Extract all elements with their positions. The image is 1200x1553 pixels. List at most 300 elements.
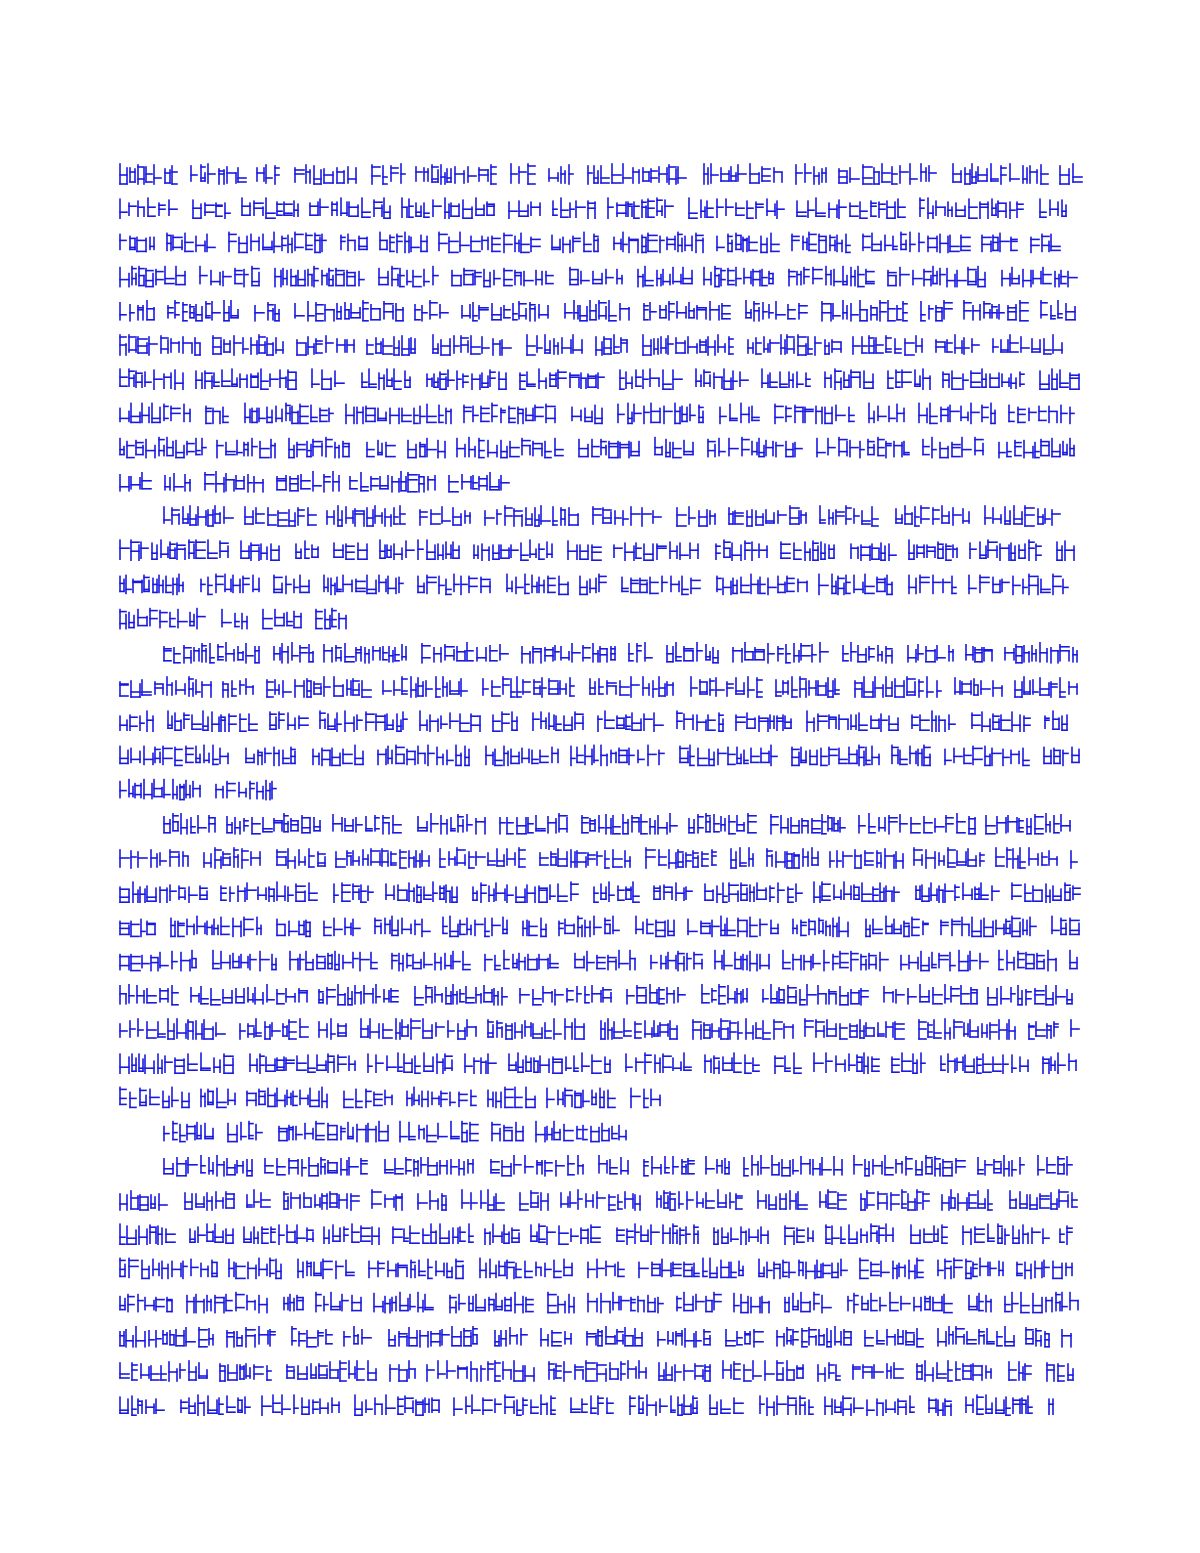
glyph-word	[319, 1019, 346, 1039]
glyph-word	[999, 951, 1056, 971]
glyph-word	[636, 916, 674, 936]
glyph-word	[943, 369, 1024, 389]
glyph-word	[762, 369, 810, 387]
glyph-word	[443, 916, 507, 936]
glyph-word	[746, 301, 807, 321]
glyph-word	[263, 610, 301, 629]
glyph-word	[245, 507, 316, 526]
glyph-word	[408, 439, 445, 458]
text-line	[120, 574, 1068, 594]
paragraph	[164, 1122, 626, 1142]
glyph-word	[614, 232, 703, 252]
glyph-word	[480, 1258, 572, 1278]
glyph-word	[284, 1295, 303, 1311]
glyph-word	[942, 1190, 992, 1210]
glyph-word	[488, 1087, 535, 1107]
glyph-word	[843, 643, 892, 663]
glyph-word	[433, 335, 511, 355]
glyph-word	[588, 1259, 624, 1277]
glyph-word	[988, 986, 1072, 1005]
glyph-word	[733, 643, 828, 663]
glyph-word	[527, 335, 582, 355]
glyph-word	[120, 1224, 175, 1244]
glyph-word	[986, 814, 1070, 834]
glyph-word	[520, 369, 604, 389]
glyph-word	[1044, 747, 1079, 765]
glyph-word	[919, 403, 995, 423]
glyph-word	[191, 985, 307, 1005]
glyph-word	[540, 849, 630, 868]
glyph-word	[120, 473, 151, 491]
glyph-word	[369, 1259, 463, 1278]
glyph-word	[292, 1327, 332, 1347]
glyph-word	[120, 574, 183, 594]
glyph-word	[324, 1224, 379, 1244]
text-line	[164, 1122, 626, 1142]
glyph-word	[571, 1396, 613, 1414]
glyph-word	[744, 1156, 842, 1176]
text-line	[120, 1361, 1073, 1381]
glyph-word	[244, 1225, 313, 1244]
glyph-word	[689, 814, 756, 834]
glyph-word	[596, 335, 627, 355]
text-line	[120, 609, 346, 629]
glyph-word	[334, 543, 367, 559]
text-line	[120, 403, 1074, 423]
glyph-word	[120, 609, 205, 629]
glyph-word	[1043, 1053, 1076, 1073]
glyph-word	[185, 1192, 234, 1210]
glyph-word	[296, 541, 318, 558]
glyph-word	[617, 1224, 698, 1244]
glyph-word	[629, 643, 652, 662]
text-line	[120, 232, 1060, 252]
glyph-word	[789, 267, 874, 287]
paragraph	[120, 643, 1079, 800]
glyph-word	[465, 1054, 496, 1073]
glyph-word	[520, 1191, 548, 1210]
glyph-word	[416, 165, 496, 184]
glyph-word	[1017, 1260, 1072, 1278]
glyph-word	[892, 745, 930, 765]
glyph-word	[120, 1361, 207, 1381]
glyph-word	[938, 1327, 1014, 1346]
glyph-word	[767, 848, 818, 868]
glyph-word	[120, 951, 196, 971]
text-line	[120, 164, 1082, 184]
glyph-word	[250, 1054, 355, 1073]
glyph-word	[120, 1019, 225, 1039]
glyph-word	[120, 1396, 164, 1415]
glyph-word	[462, 302, 548, 321]
text-line	[120, 267, 1077, 287]
glyph-word	[1070, 951, 1077, 969]
glyph-word	[941, 1054, 1028, 1073]
glyph-word	[909, 540, 957, 560]
glyph-word	[120, 369, 183, 389]
glyph-word	[491, 1156, 583, 1176]
glyph-word	[120, 1053, 233, 1073]
glyph-word	[565, 301, 629, 321]
glyph-word	[658, 1329, 710, 1347]
glyph-word	[657, 1190, 742, 1210]
glyph-word	[275, 267, 364, 287]
glyph-word	[204, 848, 260, 868]
glyph-word	[626, 1053, 691, 1073]
glyph-word	[474, 540, 552, 560]
glyph-word	[334, 883, 373, 902]
glyph-word	[427, 1361, 534, 1381]
glyph-word	[120, 780, 200, 800]
glyph-word	[547, 1088, 615, 1107]
glyph-word	[120, 540, 228, 560]
glyph-word	[1005, 643, 1077, 663]
glyph-word	[644, 1157, 694, 1176]
glyph-word	[1057, 541, 1074, 560]
glyph-word	[587, 1327, 642, 1346]
glyph-word	[120, 234, 154, 251]
glyph-word	[775, 404, 854, 423]
glyph-word	[390, 1361, 415, 1381]
glyph-word	[229, 232, 326, 252]
glyph-word	[298, 1259, 354, 1278]
glyph-word	[439, 232, 540, 252]
glyph-word	[1047, 1363, 1073, 1381]
glyph-word	[327, 506, 405, 526]
glyph-word	[420, 507, 470, 525]
text-line	[164, 506, 1060, 526]
glyph-word	[704, 164, 782, 184]
glyph-word	[492, 1123, 523, 1141]
glyph-word	[220, 1364, 271, 1381]
glyph-word	[571, 745, 664, 765]
glyph-word	[168, 301, 238, 321]
glyph-word	[631, 1088, 660, 1107]
glyph-word	[1026, 1328, 1049, 1347]
glyph-word	[274, 643, 313, 663]
glyph-word	[630, 1395, 697, 1415]
glyph-word	[638, 267, 692, 287]
glyph-word	[488, 1019, 584, 1039]
glyph-word	[723, 1361, 803, 1381]
text-line	[120, 677, 1077, 697]
glyph-word	[120, 711, 153, 731]
glyph-word	[785, 1226, 813, 1244]
glyph-word	[1009, 405, 1074, 423]
paragraph	[120, 506, 1074, 629]
glyph-word	[375, 916, 430, 936]
text-line	[120, 1190, 1077, 1210]
text-line	[120, 1087, 660, 1107]
glyph-word	[866, 916, 928, 936]
glyph-word	[667, 643, 718, 663]
glyph-word	[483, 677, 574, 697]
glyph-word	[427, 370, 506, 389]
glyph-word	[748, 335, 841, 355]
glyph-word	[120, 745, 228, 765]
glyph-word	[379, 267, 438, 287]
glyph-word	[814, 882, 899, 902]
glyph-word	[614, 542, 698, 560]
glyph-word	[859, 814, 975, 834]
text-line	[120, 540, 1074, 560]
glyph-word	[120, 677, 211, 697]
glyph-word	[164, 814, 215, 834]
glyph-word	[805, 1019, 904, 1039]
text-line	[120, 848, 1077, 868]
glyph-word	[966, 1395, 1032, 1415]
glyph-word	[255, 303, 279, 321]
glyph-word	[385, 1158, 473, 1176]
glyph-word	[164, 1156, 252, 1176]
glyph-word	[372, 164, 405, 184]
glyph-word	[316, 609, 346, 629]
glyph-word	[593, 507, 661, 526]
glyph-word	[289, 438, 349, 458]
glyph-word	[807, 711, 898, 731]
glyph-word	[374, 1293, 433, 1313]
glyph-word	[969, 574, 1068, 594]
glyph-word	[120, 1295, 172, 1312]
glyph-word	[380, 540, 459, 559]
glyph-word	[509, 1053, 610, 1073]
glyph-word	[736, 713, 791, 731]
glyph-word	[622, 576, 700, 594]
glyph-word	[708, 438, 802, 457]
glyph-word	[290, 952, 377, 971]
glyph-word	[644, 302, 730, 320]
glyph-word	[265, 1158, 367, 1176]
glyph-word	[549, 165, 573, 184]
glyph-word	[191, 164, 246, 184]
glyph-word	[120, 267, 185, 287]
glyph-word	[923, 438, 983, 458]
glyph-word	[677, 507, 715, 526]
glyph-word	[386, 882, 457, 902]
glyph-word	[240, 1019, 308, 1039]
glyph-word	[820, 506, 878, 526]
glyph-word	[344, 1327, 371, 1346]
glyph-word	[205, 472, 263, 492]
glyph-word	[164, 1122, 213, 1142]
text-line	[120, 335, 1062, 355]
glyph-word	[485, 951, 558, 971]
glyph-word	[541, 1329, 571, 1346]
glyph-word	[213, 335, 283, 355]
glyph-word	[267, 677, 371, 697]
glyph-word	[422, 643, 508, 663]
glyph-word	[171, 916, 261, 936]
paragraph	[120, 1156, 1078, 1415]
glyph-word	[418, 574, 490, 594]
glyph-word	[869, 403, 904, 422]
glyph-word	[120, 438, 206, 458]
glyph-word	[242, 198, 298, 218]
glyph-word	[393, 1224, 473, 1243]
glyph-word	[536, 1122, 626, 1142]
glyph-word	[1071, 1020, 1079, 1036]
glyph-word	[277, 472, 339, 492]
glyph-word	[579, 440, 639, 458]
glyph-word	[1002, 268, 1077, 287]
glyph-word	[680, 745, 777, 765]
glyph-word	[380, 232, 427, 252]
glyph-word	[378, 745, 469, 765]
text-line	[120, 1258, 1072, 1278]
glyph-word	[201, 574, 259, 594]
glyph-word	[229, 1258, 281, 1278]
glyph-word	[818, 1363, 840, 1381]
glyph-word	[120, 164, 177, 184]
glyph-word	[245, 403, 333, 423]
glyph-word	[420, 711, 480, 731]
glyph-word	[775, 1053, 801, 1073]
glyph-word	[486, 746, 558, 765]
glyph-word	[726, 1330, 763, 1347]
glyph-word	[400, 1122, 478, 1142]
glyph-word	[553, 198, 595, 218]
glyph-word	[415, 985, 507, 1005]
glyph-word	[284, 1192, 359, 1210]
glyph-word	[620, 369, 682, 389]
text-line	[120, 745, 1079, 765]
glyph-word	[1005, 1293, 1078, 1313]
glyph-word	[120, 882, 207, 902]
glyph-word	[200, 267, 259, 287]
glyph-word	[246, 747, 295, 765]
glyph-word	[970, 540, 1041, 560]
glyph-word	[720, 403, 759, 423]
glyph-word	[407, 1087, 476, 1106]
glyph-word	[193, 200, 230, 218]
glyph-word	[1015, 677, 1077, 697]
paragraph	[120, 164, 1082, 492]
glyph-word	[270, 712, 308, 729]
text-line	[120, 711, 1067, 731]
glyph-word	[643, 335, 733, 355]
glyph-word	[344, 1089, 392, 1107]
text-line	[120, 369, 1079, 389]
glyph-word	[594, 882, 639, 902]
glyph-word	[817, 438, 909, 458]
glyph-word	[848, 1293, 952, 1313]
glyph-word	[851, 543, 896, 560]
glyph-word	[1029, 1022, 1058, 1039]
glyph-word	[495, 1328, 527, 1346]
glyph-word	[485, 506, 578, 526]
glyph-word	[559, 916, 619, 936]
glyph-word	[367, 336, 415, 355]
glyph-word	[689, 198, 784, 218]
glyph-word	[853, 336, 922, 355]
glyph-word	[651, 952, 702, 971]
glyph-word	[914, 848, 984, 868]
glyph-word	[355, 1395, 439, 1415]
glyph-word	[963, 1224, 1049, 1244]
glyph-word	[533, 712, 583, 730]
glyph-word	[418, 1191, 446, 1210]
glyph-word	[201, 1088, 235, 1107]
glyph-word	[814, 1053, 879, 1073]
glyph-word	[793, 917, 848, 936]
glyph-word	[763, 985, 868, 1005]
glyph-word	[277, 849, 325, 868]
glyph-word	[367, 441, 395, 457]
text-line	[120, 1327, 1071, 1347]
glyph-word	[916, 883, 999, 902]
glyph-word	[599, 1156, 628, 1174]
glyph-word	[320, 711, 407, 731]
glyph-word	[319, 985, 398, 1005]
glyph-word	[863, 232, 970, 252]
glyph-word	[277, 919, 310, 936]
glyph-word	[921, 301, 952, 321]
glyph-word	[901, 951, 988, 971]
glyph-word	[120, 403, 190, 422]
glyph-word	[688, 916, 778, 936]
glyph-word	[187, 1293, 267, 1313]
glyph-word	[287, 1361, 376, 1381]
glyph-word	[440, 848, 525, 868]
glyph-word	[120, 919, 155, 936]
glyph-word	[964, 301, 1028, 321]
glyph-word	[164, 643, 259, 663]
glyph-word	[938, 1258, 1003, 1278]
glyph-word	[861, 1190, 929, 1210]
glyph-word	[216, 781, 276, 800]
glyph-word	[822, 301, 907, 321]
glyph-word	[993, 335, 1062, 354]
glyph-word	[677, 1293, 721, 1312]
glyph-word	[955, 678, 1002, 696]
text-line	[120, 472, 509, 492]
text-line	[120, 1293, 1078, 1313]
text-line	[120, 1224, 1072, 1244]
glyph-word	[1012, 883, 1080, 902]
glyph-word	[310, 198, 390, 218]
glyph-word	[785, 1293, 831, 1313]
glyph-word	[627, 985, 685, 1004]
glyph-word	[1041, 301, 1075, 320]
glyph-word	[966, 645, 992, 662]
glyph-word	[418, 814, 485, 834]
paragraph	[120, 814, 1080, 1108]
glyph-word	[888, 267, 985, 287]
glyph-word	[120, 850, 188, 868]
glyph-word	[715, 951, 769, 971]
glyph-word	[588, 164, 686, 184]
glyph-word	[714, 1227, 768, 1244]
glyph-word	[575, 951, 635, 971]
glyph-word	[1040, 199, 1066, 217]
text-line	[120, 882, 1080, 902]
glyph-word	[1031, 234, 1060, 252]
glyph-word	[522, 644, 615, 663]
glyph-word	[1071, 851, 1077, 868]
glyph-word	[372, 1190, 402, 1210]
glyph-word	[227, 1327, 275, 1347]
glyph-word	[324, 644, 406, 663]
glyph-word	[972, 712, 1030, 731]
glyph-word	[392, 952, 470, 971]
glyph-word	[598, 711, 663, 731]
text-line	[120, 301, 1075, 321]
glyph-word	[855, 677, 941, 697]
glyph-word	[346, 404, 451, 423]
glyph-word	[450, 1293, 533, 1313]
glyph-word	[120, 1258, 217, 1278]
glyph-word	[1052, 916, 1079, 934]
